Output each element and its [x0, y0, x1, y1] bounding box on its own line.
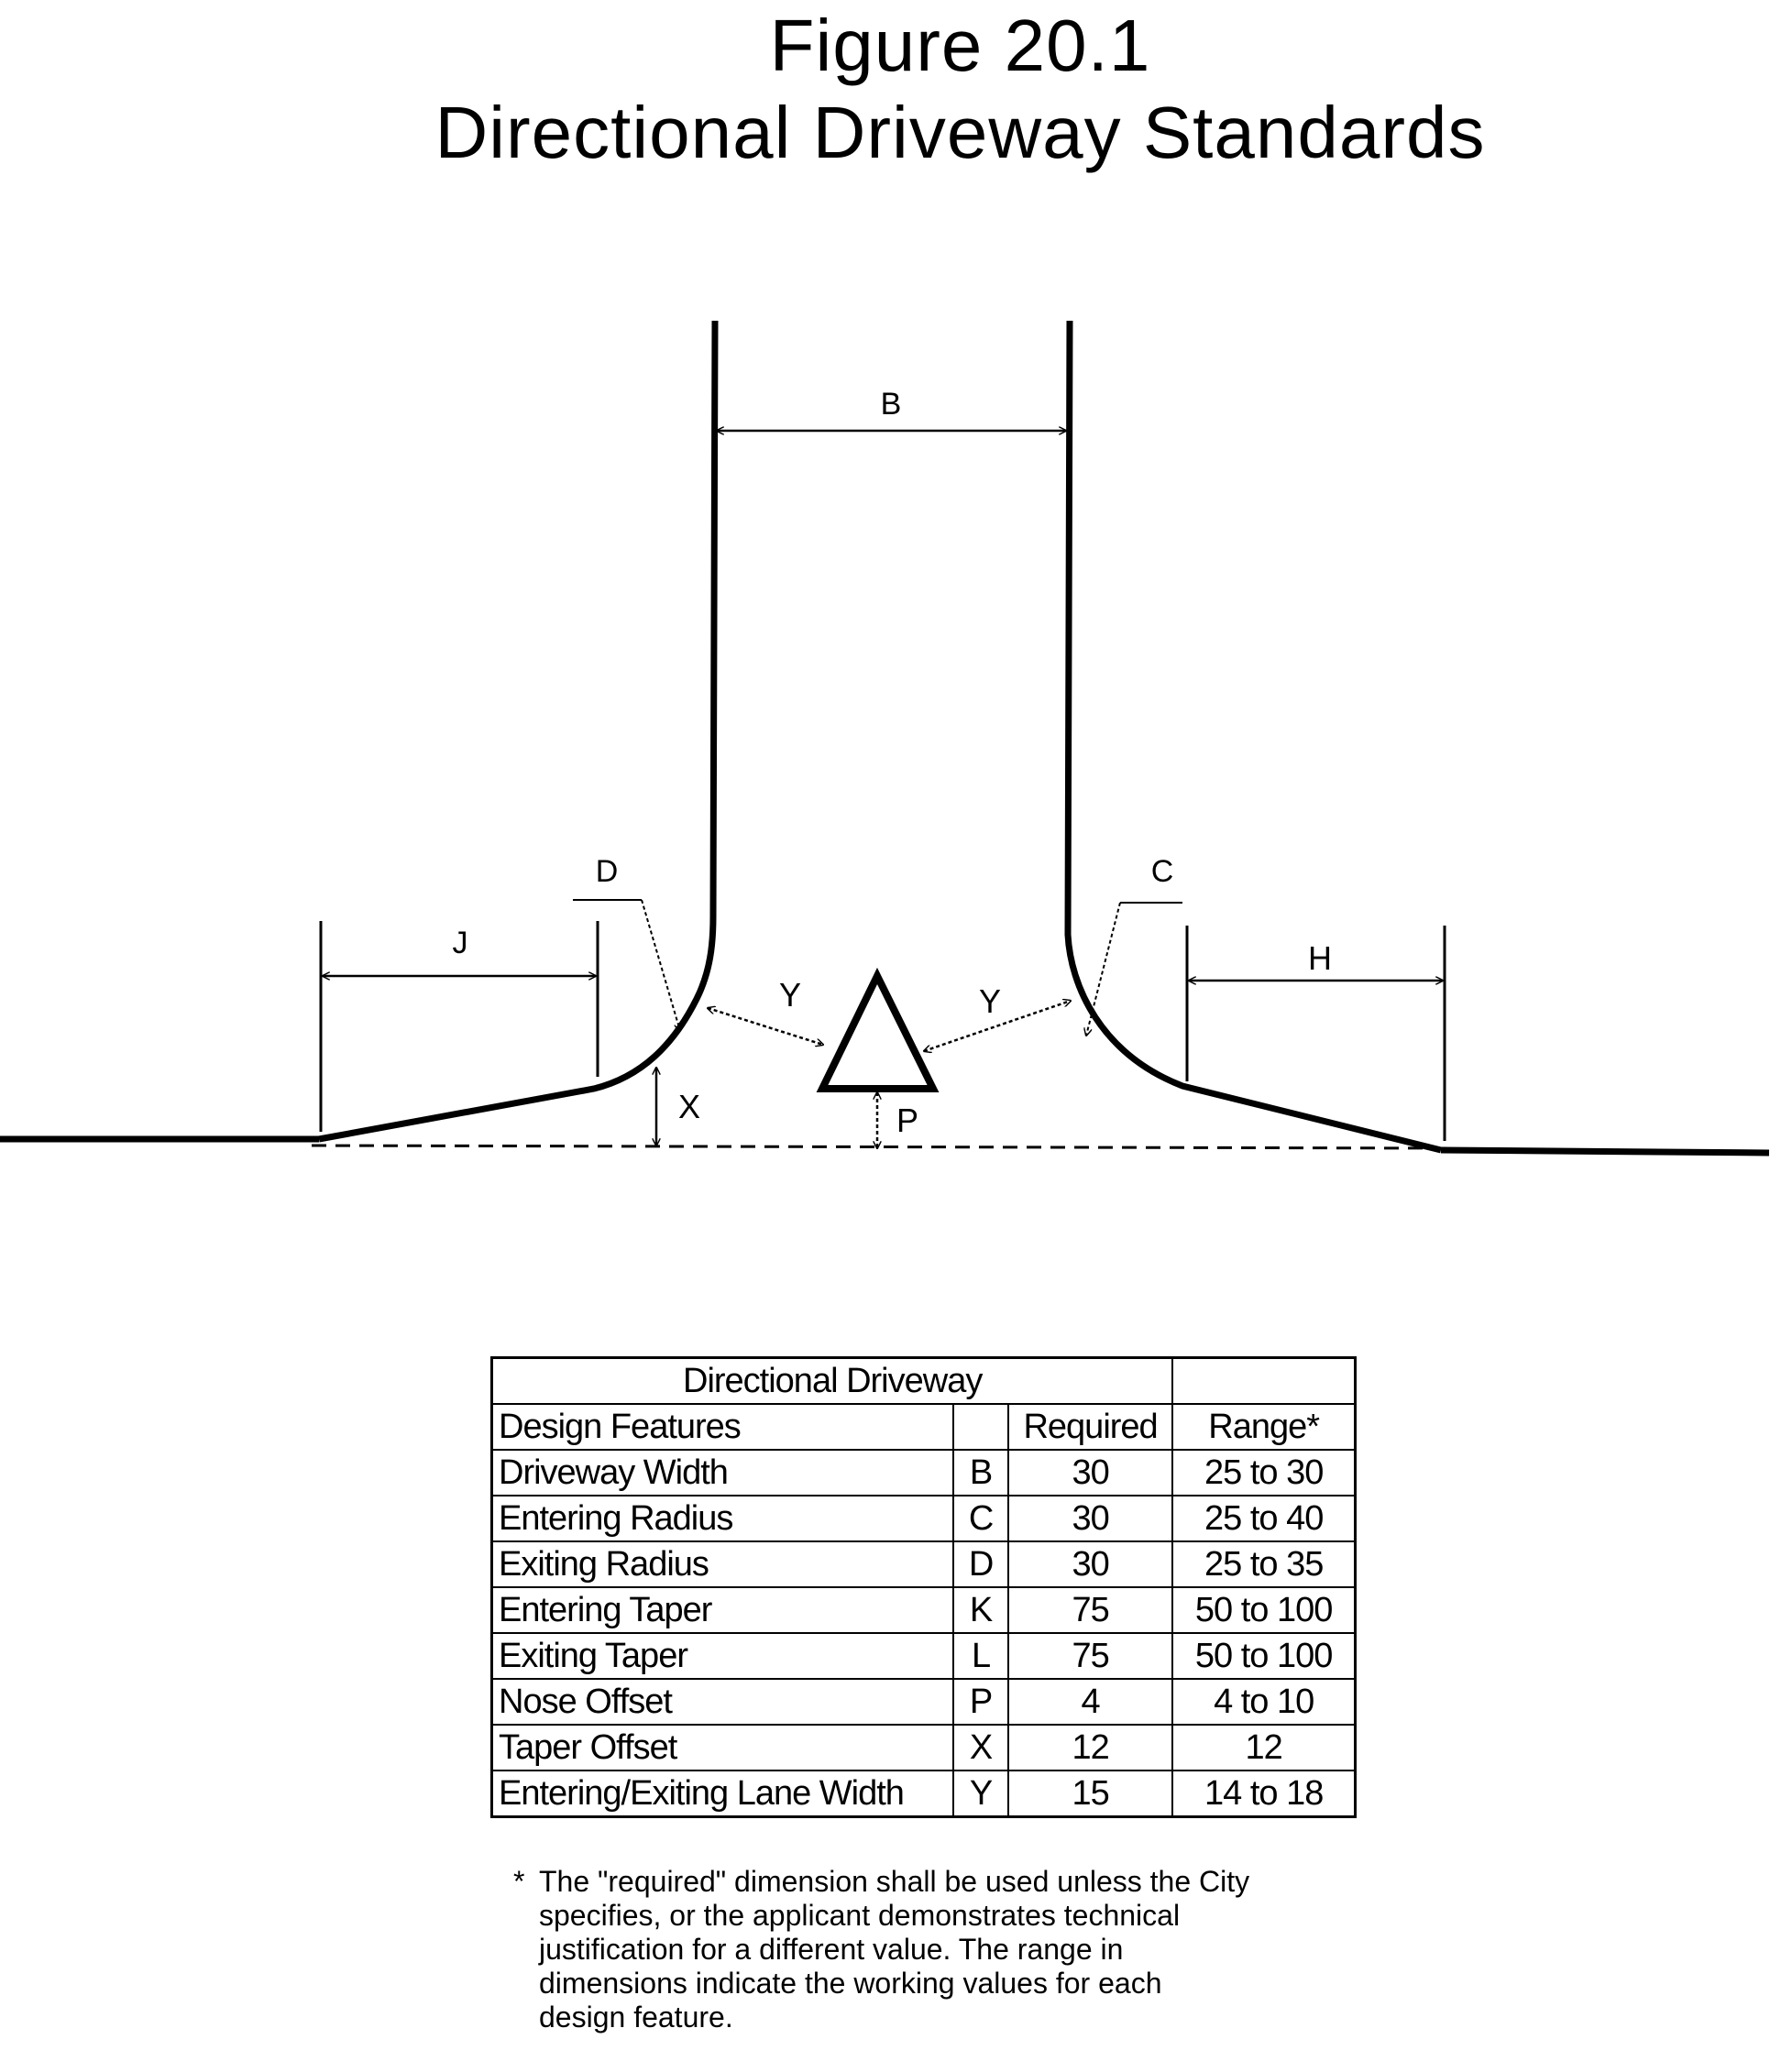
- label-j: J: [452, 926, 468, 960]
- dimension-y-left: [708, 1008, 823, 1045]
- cell-range: 4 to 10: [1172, 1679, 1355, 1725]
- footnote-text: The "required" dimension shall be used unless the City specifies, or the applicant demonstrates technical justification for a different value. The range in dimensions indicate the working values for each design feature.: [539, 1865, 1250, 2034]
- cell-feature: Entering Taper: [492, 1587, 954, 1633]
- cell-range: 50 to 100: [1172, 1587, 1355, 1633]
- cell-feature: Taper Offset: [492, 1725, 954, 1771]
- cell-feature: Nose Offset: [492, 1679, 954, 1725]
- table-row: [492, 1771, 1356, 1817]
- cell-feature: Entering Radius: [492, 1496, 954, 1541]
- table-group-header: Directional Driveway: [492, 1358, 1173, 1405]
- label-x: X: [677, 1088, 701, 1125]
- table-row: [492, 1450, 1356, 1496]
- cell-symbol: K: [953, 1587, 1008, 1633]
- label-p: P: [896, 1102, 919, 1139]
- cell-required: 75: [1008, 1587, 1173, 1633]
- design-standards-table: [490, 1356, 1357, 1818]
- label-h: H: [1308, 939, 1332, 977]
- cell-symbol: L: [953, 1633, 1008, 1679]
- road-edge-right: [1441, 1150, 1769, 1153]
- label-y-right: Y: [978, 982, 1002, 1020]
- table-group-header-row: [492, 1358, 1356, 1405]
- table-row: [492, 1725, 1356, 1771]
- cell-feature: Exiting Radius: [492, 1541, 954, 1587]
- cell-required: 30: [1008, 1450, 1173, 1496]
- cell-range: 50 to 100: [1172, 1633, 1355, 1679]
- label-c: C: [1150, 854, 1174, 889]
- cell-range: 25 to 30: [1172, 1450, 1355, 1496]
- cell-range: 25 to 35: [1172, 1541, 1355, 1587]
- table-row: [492, 1633, 1356, 1679]
- label-y-left: Y: [778, 976, 802, 1014]
- leader-d: [642, 900, 680, 1031]
- column-header-feature: Design Features: [492, 1404, 954, 1450]
- table-row: [492, 1496, 1356, 1541]
- cell-symbol: Y: [953, 1771, 1008, 1817]
- left-curb-line: [319, 321, 715, 1139]
- center-island-triangle: [822, 976, 933, 1089]
- cell-symbol: B: [953, 1450, 1008, 1496]
- column-header-required: Required: [1008, 1404, 1173, 1450]
- cell-required: 30: [1008, 1496, 1173, 1541]
- cell-symbol: P: [953, 1679, 1008, 1725]
- label-b: B: [880, 387, 902, 422]
- cell-feature: Driveway Width: [492, 1450, 954, 1496]
- label-d: D: [595, 854, 619, 889]
- footnote-marker: *: [513, 1865, 525, 1898]
- cell-required: 75: [1008, 1633, 1173, 1679]
- column-header-symbol: [953, 1404, 1008, 1450]
- footnote: [513, 1865, 1338, 2034]
- figure-title: Directional Driveway Standards: [434, 92, 1486, 173]
- cell-symbol: C: [953, 1496, 1008, 1541]
- cell-feature: Exiting Taper: [492, 1633, 954, 1679]
- table-column-header-row: [492, 1404, 1356, 1450]
- cell-symbol: X: [953, 1725, 1008, 1771]
- cell-required: 15: [1008, 1771, 1173, 1817]
- cell-required: 30: [1008, 1541, 1173, 1587]
- cell-required: 12: [1008, 1725, 1173, 1771]
- cell-symbol: D: [953, 1541, 1008, 1587]
- figure-number: Figure 20.1: [769, 5, 1151, 86]
- cell-range: 25 to 40: [1172, 1496, 1355, 1541]
- cell-range: 14 to 18: [1172, 1771, 1355, 1817]
- cell-feature: Entering/Exiting Lane Width: [492, 1771, 954, 1817]
- cell-required: 4: [1008, 1679, 1173, 1725]
- leader-c: [1086, 903, 1120, 1036]
- cell-range: 12: [1172, 1725, 1355, 1771]
- right-curb-line: [1068, 321, 1441, 1150]
- table-group-header-blank: [1172, 1358, 1355, 1405]
- table-row: [492, 1679, 1356, 1725]
- column-header-range: Range*: [1172, 1404, 1355, 1450]
- table-row: [492, 1587, 1356, 1633]
- dashed-baseline: [312, 1146, 1448, 1148]
- table-row: [492, 1541, 1356, 1587]
